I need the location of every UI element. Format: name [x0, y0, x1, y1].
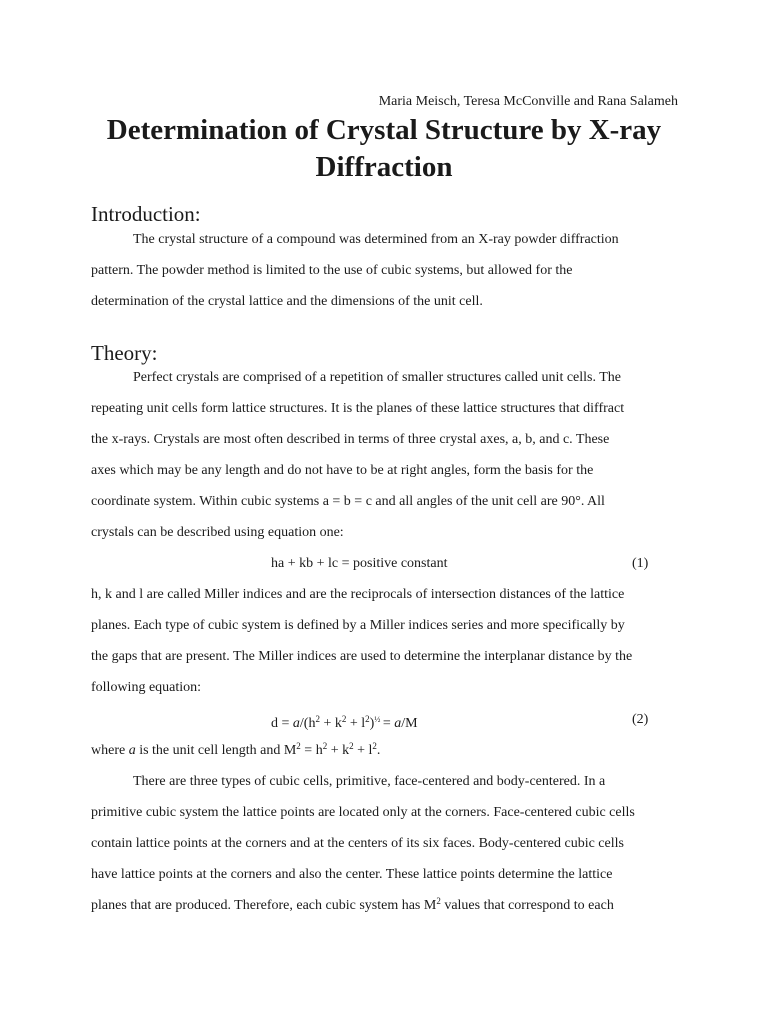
author-line: Maria Meisch, Teresa McConville and Rana Salameh: [378, 94, 678, 109]
paragraph-line: primitive cubic system the lattice points are located only at the corners. Face-centered cubic cells: [91, 805, 635, 820]
paragraph-line: have lattice points at the corners and also the center. These lattice points determine the lattice: [91, 867, 613, 882]
paragraph-line: There are three types of cubic cells, primitive, face-centered and body-centered. In a: [133, 774, 606, 789]
equation-2: $d = a/(h^2 + k^2 + l^2)^{\frac{1}{2}} = a/M$: [271, 714, 418, 731]
paragraph-line: pattern. The powder method is limited to the use of cubic systems, but allowed for the: [91, 263, 573, 278]
paragraph-line: the gaps that are present. The Miller indices are used to determine the interplanar distance by the: [91, 649, 633, 664]
paragraph-line: crystals can be described using equation one:: [91, 525, 344, 540]
paragraph-line: planes that are produced. Therefore, each cubic system has $M^2$ values that correspond to each: [91, 896, 614, 913]
paragraph-line: h, k and l are called Miller indices and are the reciprocals of intersection distances of the lattice: [91, 587, 625, 602]
paragraph-line: Perfect crystals are comprised of a repetition of smaller structures called unit cells. The: [133, 370, 622, 385]
paragraph-line: the x-rays. Crystals are most often described in terms of three crystal axes, a, b, and c. These: [91, 432, 610, 447]
paragraph-line: following equation:: [91, 680, 202, 695]
paragraph-line: The crystal structure of a compound was determined from an X-ray powder diffraction: [133, 232, 619, 247]
paragraph-line: coordinate system. Within cubic systems a = b = c and all angles of the unit cell are 90°. All: [91, 494, 605, 509]
paragraph-line: where a is the unit cell length and $M^2 = h^2 + k^2 + l^2$.: [91, 741, 381, 758]
paragraph-line: determination of the crystal lattice and the dimensions of the unit cell.: [91, 294, 483, 309]
paragraph-line: axes which may be any length and do not have to be at right angles, form the basis for the: [91, 463, 594, 478]
paragraph-line: repeating unit cells form lattice structures. It is the planes of these lattice structures that diffract: [91, 401, 625, 416]
equation-2-number: (2): [632, 712, 649, 727]
theory-heading: Theory:: [91, 341, 158, 365]
equation-1: ha + kb + lc = positive constant: [271, 556, 448, 571]
paragraph-line: contain lattice points at the corners and at the centers of its six faces. Body-centered cubic cells: [91, 836, 624, 851]
equation-1-number: (1): [632, 556, 649, 571]
paragraph-line: planes. Each type of cubic system is defined by a Miller indices series and more specifically by: [91, 618, 625, 633]
introduction-heading: Introduction:: [91, 202, 201, 226]
document-title: Determination of Crystal Structure by X-ray Diffraction: [106, 114, 662, 183]
